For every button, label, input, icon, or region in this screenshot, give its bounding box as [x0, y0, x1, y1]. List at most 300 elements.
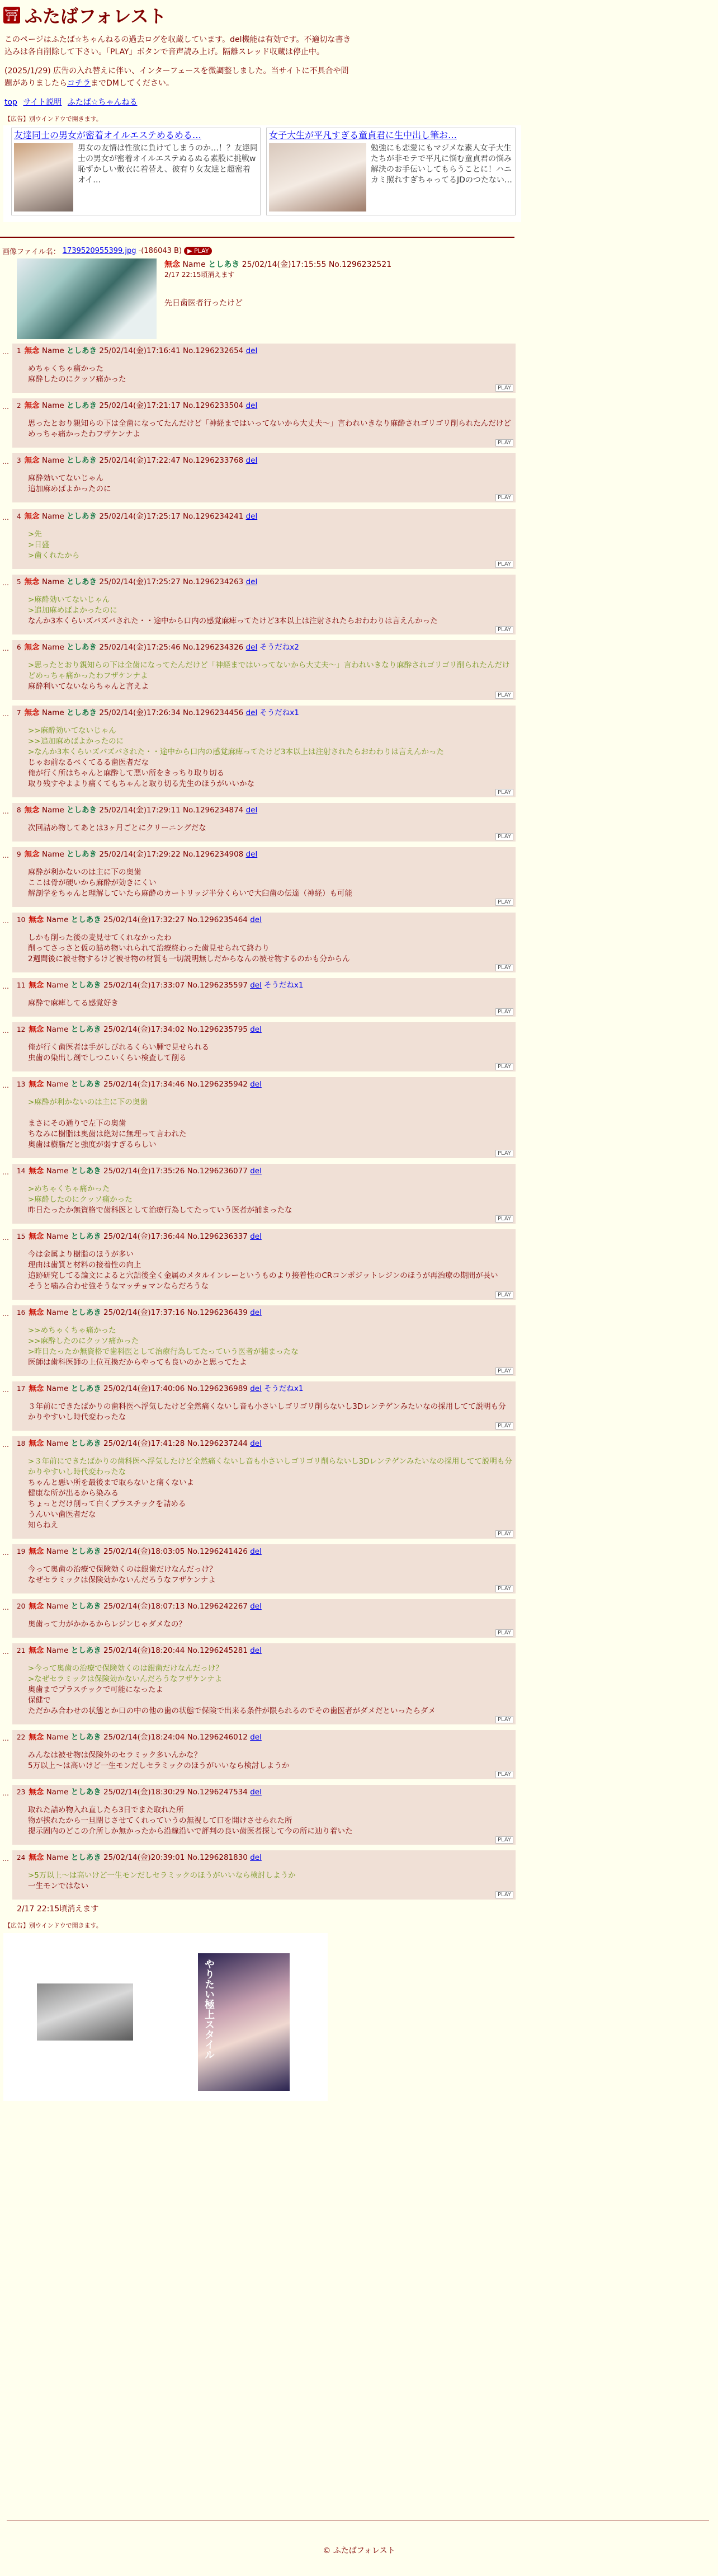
reply-meta [17, 1024, 512, 1035]
reply-post [0, 640, 718, 700]
reply-no[interactable]: No.1296235597 [187, 981, 248, 990]
del-link[interactable]: del [250, 915, 262, 924]
reply-text [28, 933, 512, 965]
reply-poster: としあき [67, 401, 97, 410]
reply-no[interactable]: No.1296232654 [182, 346, 244, 355]
reply-number: 18 [17, 1440, 26, 1447]
reply-text [28, 1619, 512, 1630]
reply-text [28, 1456, 512, 1531]
text-line: 取れた詰め物入れ直したら3日でまた取れた所 [28, 1806, 184, 1815]
reply-subject: 無念 [24, 850, 40, 859]
site-title[interactable]: ふたばフォレスト [25, 6, 167, 27]
play-button[interactable]: PLAY [495, 1891, 513, 1898]
reply-number: 10 [17, 916, 26, 924]
text-line: 提示固内のどこの介所しか無かったから沿線沿いで評判の良い歯医者探して今の所に辿り着いた [28, 1827, 353, 1836]
reply-post [0, 509, 718, 569]
reply-no[interactable]: No.1296236989 [187, 1384, 248, 1393]
op-thumbnail[interactable] [17, 258, 157, 339]
reply-number: 15 [17, 1233, 26, 1240]
reply-number: 24 [17, 1854, 26, 1862]
reply-meta [17, 1384, 512, 1394]
reply-no[interactable]: No.1296235464 [187, 915, 248, 924]
text-line: 追跡研究してる論文によると穴詰後全く金属のメタルインレーというものより接着性のCRコンポジットレジンのほうが再治療の期間が長い [28, 1271, 498, 1280]
del-link[interactable]: del [250, 1308, 262, 1317]
reply-name-label: Name [46, 1025, 69, 1034]
reply-poster: としあき [70, 1853, 101, 1862]
reply-poster: としあき [70, 1167, 101, 1176]
ad-description: 勉強にも恋愛にもマジメな素人女子大生たちが非モテで平凡に悩む童貞君の悩み解決のお手伝いしてもらうことに！ハニカミ照れすぎちゃってるJDのつたない… [371, 144, 512, 185]
quote-line: >歯くれたから [28, 551, 80, 560]
play-button[interactable]: PLAY [495, 1836, 513, 1844]
text-line: ちゃんと悪い所を最後まで取らないと痛くないよ [28, 1478, 194, 1487]
text-line: うんいい歯医者だな [28, 1510, 96, 1519]
reply-no[interactable]: No.1296245281 [187, 1646, 248, 1655]
reply-dots: … [2, 1604, 9, 1611]
reply-name-label: Name [41, 708, 64, 717]
reply-dots: … [2, 403, 9, 411]
text-line: 今って奥歯の治療で保険効くのは銀歯だけなんだっけ？ [28, 1565, 217, 1574]
reply-poster: としあき [70, 1439, 101, 1448]
op-expire: 2/17 22:15頃消えます [164, 271, 235, 279]
reply-text [28, 660, 512, 692]
reply-subject: 無念 [29, 1080, 44, 1089]
reply-post [0, 706, 718, 797]
text-line: めちゃくちゃ痛かった [28, 364, 103, 373]
del-link[interactable]: del [250, 1232, 262, 1241]
reply-name-label: Name [41, 456, 64, 465]
reply-body-box [12, 1305, 516, 1376]
op-file-size: -(186043 B) [138, 247, 182, 255]
reply-post [0, 847, 718, 907]
reply-name-label: Name [41, 643, 64, 652]
reply-body-box [12, 913, 516, 972]
reply-meta [17, 401, 512, 411]
reply-number: 17 [17, 1385, 26, 1393]
quote-line: >日盛 [28, 540, 50, 549]
reply-date: 25/02/14(金)17:29:11 [99, 806, 181, 815]
reply-date: 25/02/14(金)18:30:29 [103, 1788, 185, 1797]
sodane-button[interactable]: そうだねx1 [263, 1384, 304, 1393]
reply-body-box [12, 847, 516, 907]
reply-meta [17, 980, 512, 990]
ad-thumbnail[interactable] [37, 1983, 133, 2041]
reply-text [28, 1870, 512, 1892]
reply-name-label: Name [46, 1167, 69, 1176]
quote-line: >麻酔したのにクッソ痛かった [28, 1195, 133, 1204]
reply-meta [17, 642, 512, 652]
reply-subject: 無念 [24, 456, 40, 465]
reply-meta [17, 1732, 512, 1742]
reply-subject: 無念 [29, 981, 44, 990]
text-line: 虫歯の染出し剤でしつこいくらい検査して削る [28, 1054, 187, 1063]
play-button[interactable]: PLAY [495, 626, 513, 633]
text-line: 昨日たったか無資格で歯科医として治療行為してたっていう医者が捕まったな [28, 1206, 292, 1215]
text-line: なぜセラミックは保険効かないんだろうなフザケンナよ [28, 1576, 216, 1585]
play-button[interactable]: PLAY [495, 1530, 513, 1538]
del-link[interactable]: del [250, 1025, 262, 1034]
reply-date: 25/02/14(金)18:07:13 [103, 1602, 185, 1611]
reply-meta [17, 1166, 512, 1176]
reply-post [0, 398, 718, 448]
reply-number: 4 [17, 513, 21, 520]
reply-meta [17, 455, 512, 466]
reply-text [28, 473, 512, 495]
text-line: 解剖学をちゃんと理解していたら麻酔のカートリッジ半分くらいで大臼歯の伝達（神経）も可能 [28, 889, 352, 898]
reply-post [0, 803, 718, 842]
reply-no[interactable]: No.1296235795 [187, 1025, 248, 1034]
reply-name-label: Name [46, 1788, 69, 1797]
reply-meta [17, 1853, 512, 1863]
ad-title-link[interactable]: 女子大生が平凡すぎる童貞君に生中出し筆お… [269, 130, 457, 140]
del-link[interactable]: del [245, 346, 258, 355]
reply-number: 22 [17, 1733, 26, 1741]
play-button[interactable]: PLAY [495, 1215, 513, 1223]
reply-poster: としあき [70, 981, 101, 990]
reply-meta [17, 1308, 512, 1318]
reply-no[interactable]: No.1296247534 [187, 1788, 248, 1797]
reply-poster: としあき [67, 512, 97, 521]
reply-number: 1 [17, 347, 21, 355]
reply-number: 12 [17, 1026, 26, 1033]
reply-text [28, 1042, 512, 1064]
play-button[interactable]: PLAY [495, 1716, 513, 1723]
quote-line: >>麻酔したのにクッソ痛かった [28, 1337, 139, 1346]
del-link[interactable]: del [250, 1646, 262, 1655]
reply-subject: 無念 [29, 1547, 44, 1556]
text-line: 医師は歯科医師の上位互換だからやっても良いのかと思ってたよ [28, 1358, 247, 1367]
ad-title-link[interactable]: 友達同士の男女が密着オイルエステめるめる… [14, 130, 201, 140]
text-line: 奥歯って力がかかるからレジンじゃダメなの？ [28, 1620, 186, 1629]
reply-no[interactable]: No.1296236439 [187, 1308, 248, 1317]
reply-text [28, 595, 512, 627]
reply-name-label: Name [41, 850, 64, 859]
reply-dots: … [2, 1789, 9, 1797]
reply-poster: としあき [70, 1308, 101, 1317]
reply-text [28, 419, 512, 440]
reply-name-label: Name [46, 981, 69, 990]
reply-no[interactable]: No.1296281830 [187, 1853, 248, 1862]
quote-line: >今って奥歯の治療で保険効くのは銀歯だけなんだっけ？ [28, 1664, 223, 1673]
text-line: なんか3本くらいズバズバされた・・途中から口内の感覚麻痺ってたけど3本以上は注射されたらおわわりは言えんかった [28, 617, 438, 626]
ad-card[interactable] [266, 128, 516, 215]
nav-sitemap-link[interactable]: サイト説明 [23, 98, 62, 107]
play-button[interactable]: PLAY [495, 1291, 513, 1299]
reply-number: 5 [17, 578, 21, 586]
reply-meta [17, 511, 512, 521]
del-link[interactable]: del [245, 456, 258, 465]
reply-post [0, 913, 718, 972]
play-button[interactable]: PLAY [495, 789, 513, 796]
del-link[interactable]: del [245, 401, 258, 410]
reply-post [0, 575, 718, 634]
reply-date: 25/02/14(金)17:16:41 [99, 346, 181, 355]
play-button[interactable]: PLAY [495, 1008, 513, 1016]
op-meta: 無念 Name としあき 25/02/14(金)17:15:55 No.1296232521 [164, 260, 392, 269]
op-post [17, 258, 718, 339]
text-line: そうと噛み合わせ強そうなマッチョマンならだろうな [28, 1282, 209, 1291]
reply-name-label: Name [41, 346, 64, 355]
reply-meta [17, 1079, 512, 1089]
reply-name-label: Name [41, 512, 64, 521]
text-line: ３年前にできたばかりの歯科医へ浮気したけど全然痛くないし音も小さいしゴリゴリ削らないし3Dレンテゲンみたいなの採用してて説明も分かりやすいし時代変わったな [28, 1402, 506, 1422]
reply-meta [17, 1439, 512, 1449]
reply-poster: としあき [70, 1025, 101, 1034]
reply-dots: … [2, 1168, 9, 1176]
reply-subject: 無念 [24, 643, 40, 652]
text-line: しかも削った後の麦見せてくれなかったわ [28, 933, 172, 942]
reply-subject: 無念 [24, 346, 40, 355]
reply-text [28, 1564, 512, 1586]
reply-post [0, 1229, 718, 1300]
text-line: 麻酔したのにクッソ痛かった [28, 375, 126, 384]
reply-poster: としあき [67, 708, 97, 717]
reply-dots: … [2, 1648, 9, 1656]
text-line: 麻酔利いてないならちゃんと言えよ [28, 682, 149, 691]
reply-name-label: Name [46, 1384, 69, 1393]
reply-subject: 無念 [29, 1733, 44, 1742]
del-link[interactable]: del [250, 1547, 262, 1556]
reply-dots: … [2, 807, 9, 815]
reply-meta [17, 346, 512, 356]
reply-number: 14 [17, 1167, 26, 1175]
reply-no[interactable]: No.1296234263 [182, 577, 244, 586]
reply-body-box [12, 344, 516, 393]
reply-body-box [12, 1643, 516, 1724]
del-link[interactable]: del [250, 1853, 262, 1862]
text-line: ちょっとだけ削って白くプラスチックを詰める [28, 1499, 186, 1508]
reply-subject: 無念 [29, 1025, 44, 1034]
reply-number: 8 [17, 806, 21, 814]
text-line [28, 1108, 512, 1118]
reply-poster: としあき [67, 643, 97, 652]
del-link[interactable]: del [245, 643, 258, 652]
reply-meta [17, 1601, 512, 1611]
play-button[interactable]: PLAY [495, 1629, 513, 1637]
reply-subject: 無念 [29, 1788, 44, 1797]
reply-body-box [12, 1077, 516, 1158]
reply-text [28, 726, 512, 789]
reply-date: 25/02/14(金)17:25:17 [99, 512, 181, 521]
reply-dots: … [2, 852, 9, 859]
play-button[interactable]: PLAY [495, 1150, 513, 1157]
quote-line: >追加麻めばよかったのに [28, 606, 117, 615]
play-button[interactable]: PLAY [495, 833, 513, 840]
ad-card[interactable] [11, 128, 261, 215]
reply-body-box [12, 1850, 516, 1900]
reply-name-label: Name [46, 1547, 69, 1556]
reply-date: 25/02/14(金)17:33:07 [103, 981, 185, 990]
reply-poster: としあき [70, 1733, 101, 1742]
reply-date: 25/02/14(金)17:37:16 [103, 1308, 185, 1317]
reply-post [0, 1850, 718, 1900]
reply-no[interactable]: No.1296241426 [187, 1547, 248, 1556]
reply-name-label: Name [46, 1232, 69, 1241]
play-button[interactable]: PLAY [495, 439, 513, 446]
reply-no[interactable]: No.1296233504 [182, 401, 244, 410]
site-notice [4, 34, 351, 90]
del-link[interactable]: del [250, 1602, 262, 1611]
reply-number: 9 [17, 850, 21, 858]
reply-date: 25/02/14(金)17:35:26 [103, 1167, 185, 1176]
reply-text [28, 364, 512, 385]
quote-line: >5万以上～は高いけど一生モンだしセラミックのほうがいいなら検討しようか [28, 1871, 296, 1880]
play-button[interactable]: PLAY [495, 561, 513, 568]
reply-post [0, 1785, 718, 1845]
text-line: ちなみに樹脂は奥歯は絶対に無理って言われた [28, 1130, 187, 1139]
reply-list [0, 344, 718, 1900]
ad-banner-text: やりたい極上スタイル [203, 1959, 215, 2060]
reply-date: 25/02/14(金)18:20:44 [103, 1646, 185, 1655]
play-button[interactable]: PLAY [495, 384, 513, 392]
reply-body-box [12, 978, 516, 1017]
reply-body-box [12, 453, 516, 502]
del-link[interactable]: del [250, 1384, 262, 1393]
reply-number: 16 [17, 1309, 26, 1317]
play-button[interactable]: PLAY [495, 692, 513, 699]
site-header [0, 0, 718, 28]
reply-no[interactable]: No.1296237244 [187, 1439, 248, 1448]
reply-text [28, 1805, 512, 1837]
reply-no[interactable]: No.1296233768 [182, 456, 244, 465]
text-line: 俺が行く所はちゃんと麻酔して悪い所をきっちり取り切る [28, 769, 224, 778]
reply-no[interactable]: No.1296234326 [182, 643, 244, 652]
reply-body-box [12, 1599, 516, 1638]
reply-dots: … [2, 1234, 9, 1242]
reply-date: 25/02/14(金)17:22:47 [99, 456, 181, 465]
del-link[interactable]: del [250, 1167, 262, 1176]
quote-line: >麻酔が利かないのは主に下の奥歯 [28, 1098, 148, 1107]
del-link[interactable]: del [245, 806, 258, 815]
text-line: 今は金属より樹脂のほうが多い [28, 1250, 134, 1259]
op-file-line: 画像ファイル名： 1739520955399.jpg -(186043 B) ▶ PLAY [2, 246, 718, 256]
reply-body-box [12, 1022, 516, 1071]
reply-post [0, 344, 718, 393]
reply-date: 25/02/14(金)17:40:06 [103, 1384, 185, 1393]
reply-name-label: Name [46, 1080, 69, 1089]
reply-dots: … [2, 1855, 9, 1863]
reply-body-box [12, 1229, 516, 1300]
divider [0, 237, 514, 238]
reply-meta [17, 849, 512, 859]
nav-top-link[interactable]: top [4, 98, 17, 107]
del-link[interactable]: del [245, 708, 258, 717]
reply-no[interactable]: No.1296236337 [187, 1232, 248, 1241]
ad-thumbnail[interactable] [198, 1953, 290, 2091]
contact-link[interactable]: コチラ [67, 79, 91, 88]
reply-no[interactable]: No.1296234874 [182, 806, 244, 815]
reply-body-box [12, 803, 516, 842]
reply-post [0, 453, 718, 502]
del-link[interactable]: del [250, 1080, 262, 1089]
footer: © ふたばフォレスト [323, 2546, 395, 2555]
reply-text [28, 529, 512, 561]
reply-poster: としあき [70, 1602, 101, 1611]
reply-date: 25/02/14(金)17:25:46 [99, 643, 181, 652]
reply-dots: … [2, 917, 9, 925]
text-line: 保健で [28, 1696, 51, 1705]
reply-no[interactable]: No.1296236077 [187, 1167, 248, 1176]
reply-subject: 無念 [24, 806, 40, 815]
reply-name-label: Name [46, 1853, 69, 1862]
text-line: 健康な所が出るから染みる [28, 1489, 119, 1498]
play-button[interactable]: PLAY [495, 899, 513, 906]
del-link[interactable]: del [245, 850, 258, 859]
reply-no[interactable]: No.1296246012 [187, 1733, 248, 1742]
reply-dots: … [2, 1027, 9, 1035]
reply-name-label: Name [41, 401, 64, 410]
play-button[interactable]: PLAY [495, 1063, 513, 1070]
reply-number: 3 [17, 457, 21, 464]
ad-label: 【広告】別ウインドウで開きます。 [4, 115, 102, 123]
reply-subject: 無念 [24, 708, 40, 717]
text-line: 俺が行く歯医者は手がしびれるくらい腫で見せられる [28, 1043, 209, 1052]
text-line: じゃお前なるべくてるる歯医者だな [28, 758, 149, 767]
reply-body-box [12, 706, 516, 797]
reply-dots: … [2, 348, 9, 356]
play-button[interactable]: PLAY [495, 1367, 513, 1375]
del-link[interactable]: del [250, 981, 262, 990]
del-link[interactable]: del [250, 1788, 262, 1797]
reply-post [0, 1436, 718, 1539]
op-file-link[interactable]: 1739520955399.jpg [62, 247, 136, 255]
quote-line: >>麻酔効いてないじゃん [28, 726, 116, 735]
reply-post [0, 1164, 718, 1224]
reply-subject: 無念 [29, 1646, 44, 1655]
reply-poster: としあき [70, 1788, 101, 1797]
play-button[interactable]: ▶ PLAY [184, 247, 212, 255]
reply-no[interactable]: No.1296235942 [187, 1080, 248, 1089]
play-button[interactable]: PLAY [495, 964, 513, 971]
reply-dots: … [2, 1441, 9, 1449]
nav-futaba-link[interactable]: ふたば☆ちゃんねる [67, 98, 138, 107]
play-button[interactable]: PLAY [495, 1585, 513, 1592]
notice-1: このページはふたば☆ちゃんねるの過去ログを収蔵しています。del機能は有効です。不適切な書き込みは各自削除して下さい。「PLAY」ボタンで音声読み上げ。隔離スレッド収蔵は停止中。 [4, 35, 351, 57]
reply-poster: としあき [67, 806, 97, 815]
reply-text [28, 1750, 512, 1771]
notice-2: (2025/1/29) 広告の入れ替えに伴い、インターフェースを微調整しました。当サイトに不具合や問題がありましたらコチラまでDMしてください。 [4, 67, 349, 88]
reply-no[interactable]: No.1296234241 [182, 512, 244, 521]
reply-subject: 無念 [29, 915, 44, 924]
sodane-button[interactable]: そうだねx1 [263, 981, 304, 990]
play-button[interactable]: PLAY [495, 494, 513, 501]
del-link[interactable]: del [245, 512, 258, 521]
reply-no[interactable]: No.1296234456 [182, 708, 244, 717]
del-link[interactable]: del [250, 1439, 262, 1448]
text-line: 5万以上～は高いけど一生モンだしセラミックのほうがいいなら検討しようか [28, 1761, 290, 1770]
play-button[interactable]: PLAY [495, 1771, 513, 1778]
shrine-gate-icon[interactable]: ⛩ [3, 7, 20, 23]
thread-expire: 2/17 22:15頃消えます [17, 1905, 99, 1914]
reply-name-label: Name [46, 1308, 69, 1317]
ad-thumbnail[interactable] [269, 143, 366, 211]
reply-post [0, 1643, 718, 1724]
del-link[interactable]: del [245, 577, 258, 586]
reply-meta [17, 1787, 512, 1797]
sodane-button[interactable]: そうだねx1 [259, 708, 299, 717]
reply-subject: 無念 [24, 401, 40, 410]
text-line: 2週間後に被せ物するけど被せ物の材質も一切説明無しだからなんの被せ物するのかも分からん [28, 955, 350, 963]
reply-no[interactable]: No.1296234908 [182, 850, 244, 859]
reply-no[interactable]: No.1296242267 [187, 1602, 248, 1611]
quote-line: >思ったとおり親知らの下は全歯になってたんだけど「神経まではいってないから大丈夫～」言われいきなり麻酔されゴリゴリ削られたんだけどめっちゃ痛かったわフザケンナよ [28, 661, 510, 680]
play-button[interactable]: PLAY [495, 1422, 513, 1430]
ad-thumbnail[interactable] [14, 143, 73, 211]
reply-name-label: Name [41, 806, 64, 815]
reply-date: 25/02/14(金)17:34:02 [103, 1025, 185, 1034]
text-line: 麻酔効いてないじゃん [28, 474, 103, 483]
del-link[interactable]: del [250, 1733, 262, 1742]
sodane-button[interactable]: そうだねx2 [259, 643, 299, 652]
